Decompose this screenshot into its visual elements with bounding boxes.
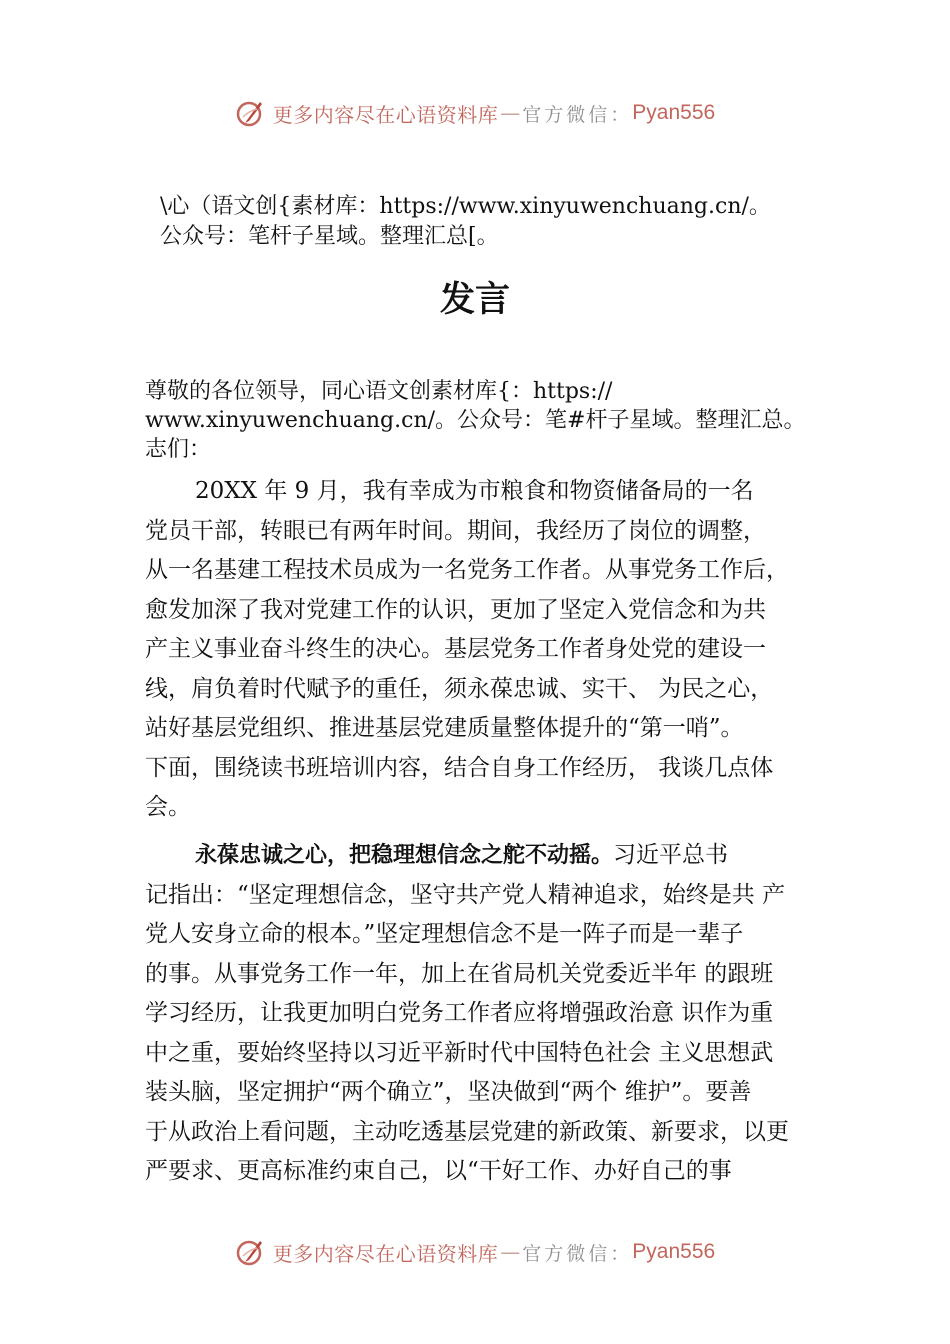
quill-logo-icon [235,97,267,129]
text-line: 从一名基建工程技术员成为一名党务工作者。从事党务工作后， [145,557,789,583]
text-line: 记指出：“坚定理想信念，坚守共产党人精神追求，始终是共 产 [145,881,786,908]
source-note-line: \心（语文创{素材库：https://www.xinyuwenchuang.cn/。 [160,194,771,219]
text-line: 党人安身立命的根本。”坚定理想信念不是一阵子而是一辈子 [145,921,744,947]
banner-dash: — [500,1240,521,1264]
text-line: 于从政治上看问题，主动吃透基层党建的新政策、新要求，以更 [145,1118,789,1145]
source-note [160,192,860,252]
paragraph-loyalty [145,836,835,1192]
header-watermark [0,93,950,133]
text-line: 线，肩负着时代赋予的重任，须永葆忠诚、实干、 为民之心， [145,675,774,702]
source-note-line: 公众号：笔杆子星域。整理汇总[。 [160,224,499,249]
wechat-label: 官方微信： [522,1242,633,1265]
salutation [145,377,845,464]
wechat-account: Pyan556 [632,101,716,124]
text-line [145,836,835,876]
banner-dash: — [500,101,521,125]
salutation-line: www.xinyuwenchuang.cn/。公众号：笔#杆子星域。整理汇总。 [145,408,806,433]
text-line: 严要求、更高标准约束自己，以“干好工作、办好自己的事 [145,1158,732,1184]
section-heading: 永葆忠诚之心，把稳理想信念之舵不动摇。 [195,843,614,868]
brand-text: 更多内容尽在心语资料库 [272,102,499,127]
text-fragment: 习近平总书 [613,842,729,868]
text-line: 愈发加深了我对党建工作的认识，更加了坚定入党信念和为共 [145,596,766,623]
paragraph-intro [145,472,835,828]
text-line: 的事。从事党务工作一年，加上在省局机关党委近半年 的跟班 [145,960,774,987]
text-line: 学习经历，让我更加明白党务工作者应将增强政治意 识作为重 [145,1000,774,1026]
text-line: 站好基层党组织、推进基层党建质量整体提升的“第一哨”。 [145,715,744,741]
wechat-label: 官方微信： [522,103,633,126]
salutation-line: 志们： [145,437,212,462]
quill-logo-icon [235,1236,267,1268]
document-title: 发言 [439,280,510,320]
wechat-account: Pyan556 [632,1240,716,1263]
text-line: 党员干部，转眼已有两年时间。期间，我经历了岗位的调整， [145,517,766,544]
text-line: 20XX 年 9 月，我有幸成为市粮食和物资储备局的一名 [195,478,754,504]
text-line: 产主义事业奋斗终生的决心。基层党务工作者身处党的建设一 [145,636,766,662]
text-line: 装头脑，坚定拥护“两个确立”，坚决做到“两个 维护”。要善 [145,1079,752,1105]
text-line: 下面，围绕读书班培训内容，结合自身工作经历， 我谈几点体 [145,754,774,781]
text-line: 中之重，要始终坚持以习近平新时代中国特色社会 主义思想武 [145,1039,774,1066]
text-line: 会。 [145,794,191,820]
brand-text: 更多内容尽在心语资料库 [272,1241,499,1266]
salutation-line: 尊敬的各位领导，同心语文创素材库{：https:// [145,379,613,404]
footer-watermark [0,1232,950,1272]
